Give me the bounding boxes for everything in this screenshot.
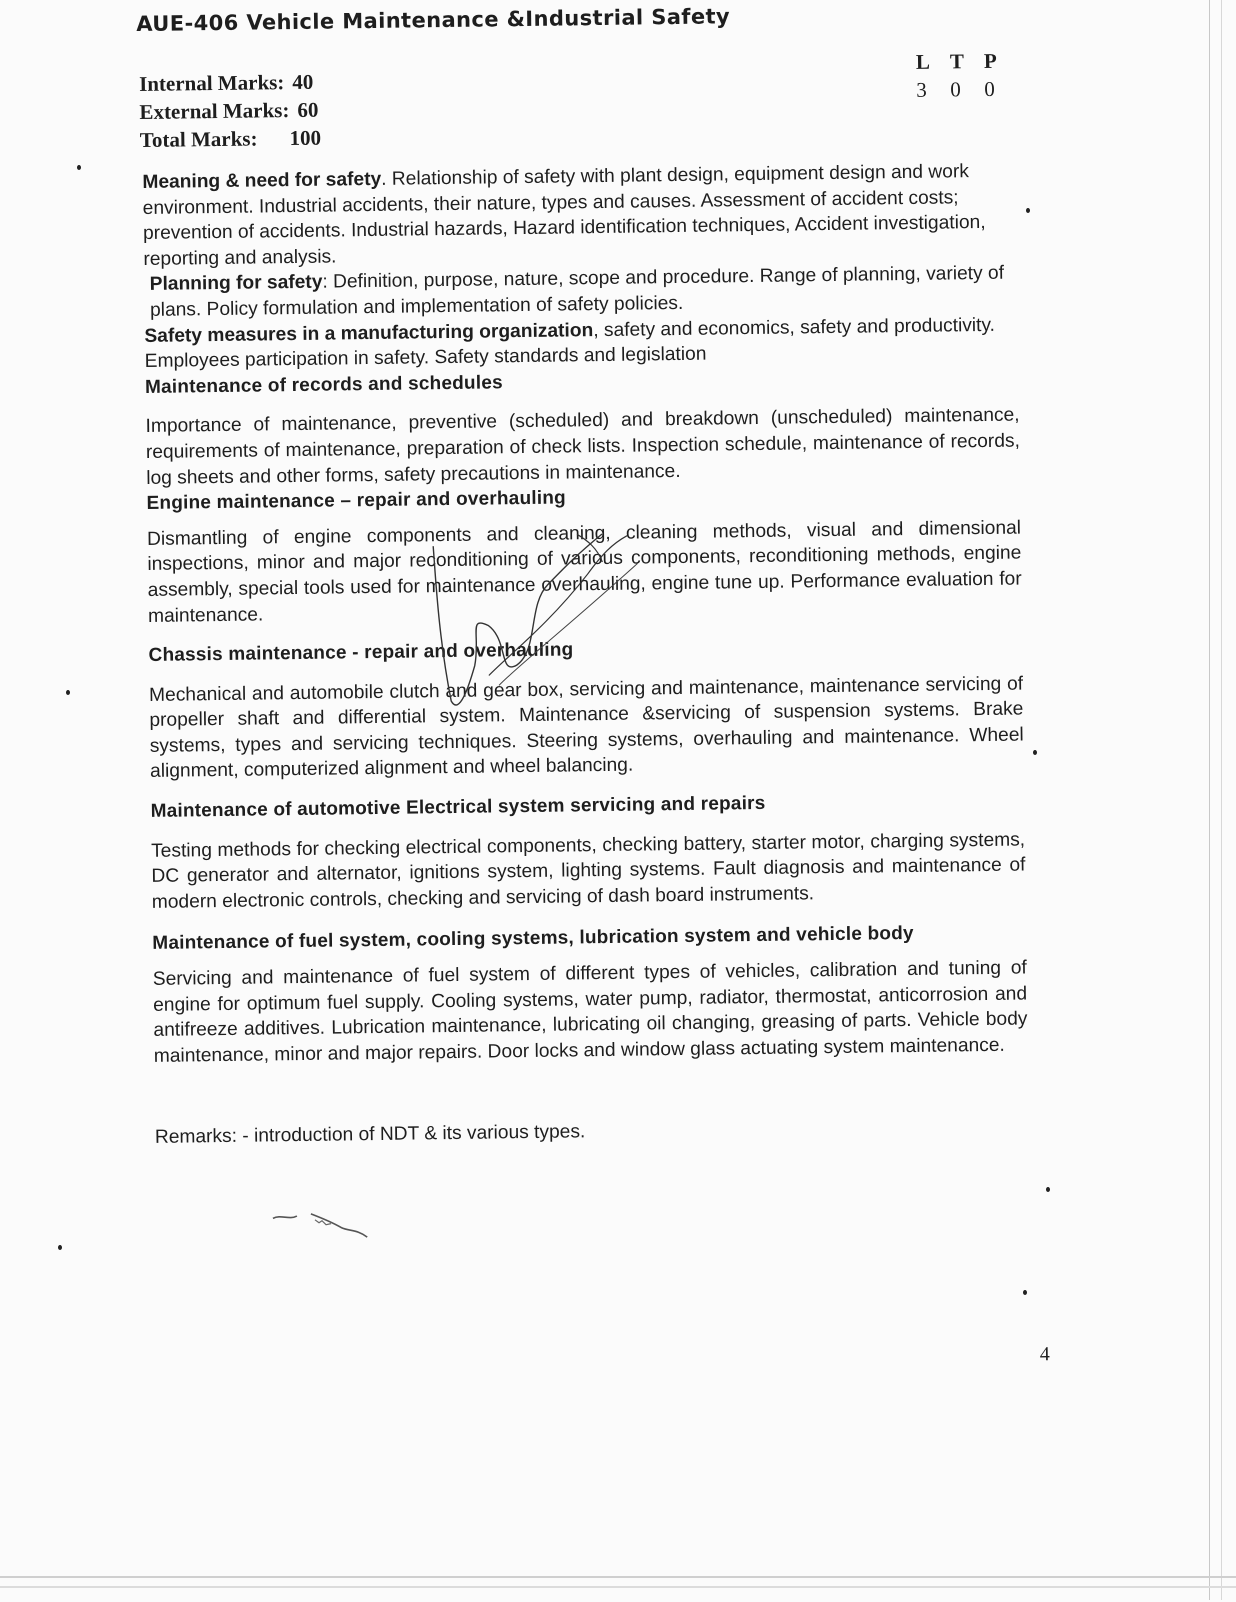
paragraph-engine: Dismantling of engine components and cleaning, cleaning methods, visual and dimensional inspections, minor and major reconditioning of various components, reconditioning methods, engine assembly, special tools used for maintenance overhauling, engine tune up. Performance evaluation for maintenance. [146,517,1022,627]
paragraph-electrical: Testing methods for checking electrical components, checking battery, starter motor, charging systems, DC generator and alternator, ignitions system, lighting systems. Fault diagnosis and maintenance of modern electronic controls, checking and servicing of dash board instruments. [151,829,1026,913]
ltp-value-l: 3 [916,77,927,102]
total-marks-value: 100 [289,125,322,151]
paragraph-chassis: Mechanical and automobile clutch and gear box, servicing and maintenance, maintenance servicing of propeller shaft and differential system. Maintenance &servicing of suspension systems. Brake systems, types and servicing techniques. Steering systems, overhauling and maintenance. Wheel alignment, computerized alignment and wheel balancing. [148,673,1024,783]
paragraph-safety [142,159,1017,273]
external-marks-label: External Marks: [139,98,290,125]
section-lead-safety: Meaning & need for safety [142,168,382,193]
ltp-label-t: T [949,49,965,74]
ltp-header-row [916,47,1018,76]
remarks: Remarks: - introduction of NDT & its various types. [154,1121,586,1149]
marks-block [139,68,321,154]
total-marks [140,124,322,154]
section-lead-planning: Planning for safety [149,272,323,296]
ltp-value-row [916,75,1018,104]
total-marks-label: Total Marks: [139,126,258,153]
paragraph-safety-text: . Relationship of safety with plant design, equipment design and work environment. Industrial accidents, their nature, types and causes. Assessment of accident costs; prevention of accidents. Industrial hazards, Hazard identification techniques, Accident investigation, reporting and analysis. [142,161,986,270]
heading-records: Maintenance of records and schedules [144,372,503,398]
heading-electrical: Maintenance of automotive Electrical system servicing and repairs [150,792,766,822]
heading-engine: Engine maintenance – repair and overhauling [146,487,567,515]
external-marks-value: 60 [297,97,319,122]
paragraph-records: Importance of maintenance, preventive (scheduled) and breakdown (unscheduled) maintenance, requirements of maintenance, preparation of check lists. Inspection schedule, maintenance of records, log sheets and other forms, safety precautions in maintenance. [145,404,1020,489]
ltp-label-p: P [983,48,997,73]
paragraph-measures-text: , safety and economics, safety and productivity. Employees participation in safety. Safety standards and legislation [144,314,996,373]
ink-mark [271,1207,381,1243]
paragraph-planning-text: : Definition, purpose, nature, scope and procedure. Range of planning, variety of plans. Policy formulation and implementation of safety policies. [149,263,1005,321]
course-title: AUE-406 Vehicle Maintenance &Industrial Safety [136,4,731,37]
internal-marks [139,68,321,98]
ltp-label-l: L [915,49,931,74]
handwritten-signature [427,513,650,736]
paragraph-fuel: Servicing and maintenance of fuel system of different types of vehicles, calibration and tuning of engine for optimum fuel supply. Cooling systems, water pump, radiator, thermostat, anticorrosion and antifreeze additives. Lubrication maintenance, lubricating oil changing, greasing of parts. Vehicle body maintenance, minor and major repairs. Door locks and window glass actuating system maintenance. [152,957,1028,1067]
internal-marks-label: Internal Marks: [138,70,285,97]
page-number: 4 [1039,1343,1050,1366]
external-marks [139,96,321,126]
ltp-value-t: 0 [950,77,961,102]
heading-fuel: Maintenance of fuel system, cooling systems, lubrication system and vehicle body [152,923,914,955]
internal-marks-value: 40 [292,69,314,95]
section-lead-measures: Safety measures in a manufacturing organization [144,319,594,347]
ltp-value-p: 0 [984,76,995,101]
ltp-table [916,47,1019,104]
heading-chassis: Chassis maintenance - repair and overhauling [148,639,574,667]
